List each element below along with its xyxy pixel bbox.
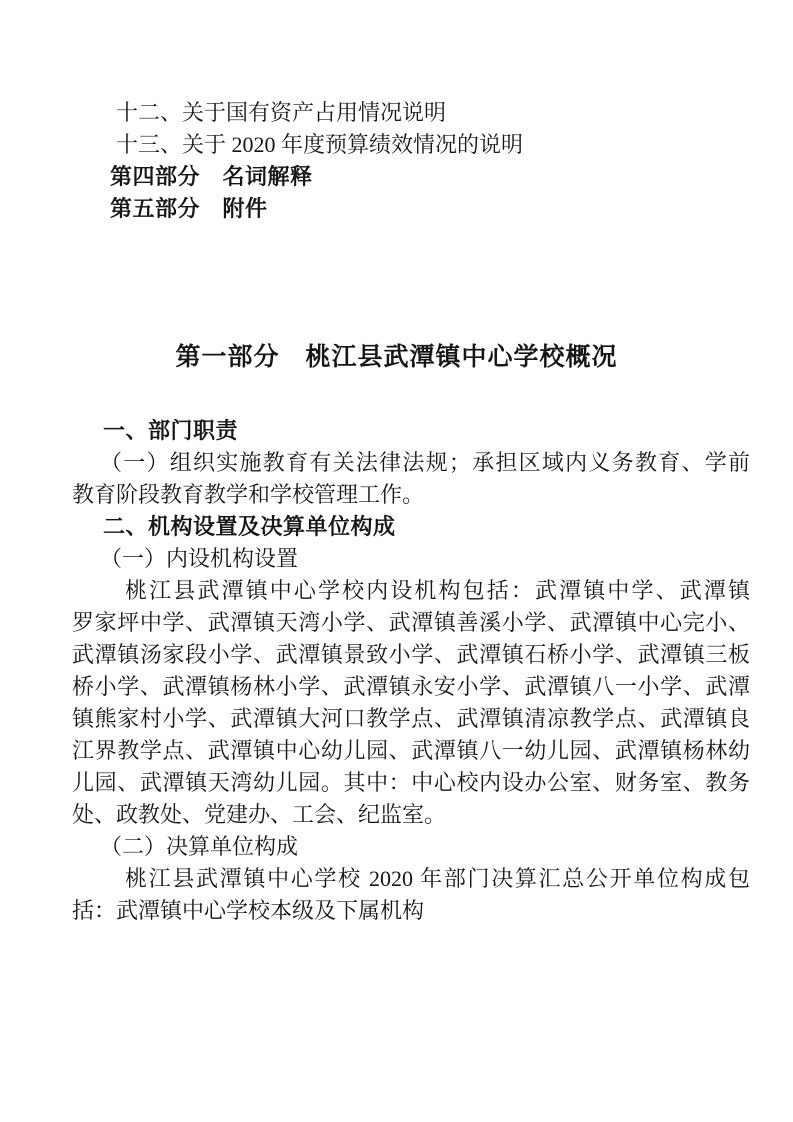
paragraph-line: 江界教学点、武潭镇中心幼儿园、武潭镇八一幼儿园、武潭镇杨林幼 <box>72 738 750 763</box>
document-body <box>72 415 750 927</box>
toc-part-heading: 第五部分 附件 <box>110 196 268 221</box>
section-title: 第一部分 桃江县武潭镇中心学校概况 <box>175 343 618 371</box>
paragraph-line: （一）组织实施教育有关法律法规；承担区域内义务教育、学前 <box>100 450 750 475</box>
sub-heading: （一）内设机构设置 <box>100 546 299 571</box>
toc-item: 十三、关于 2020 年度预算绩效情况的说明 <box>116 132 524 157</box>
paragraph-line: 镇熊家村小学、武潭镇大河口教学点、武潭镇清凉教学点、武潭镇良 <box>72 706 750 731</box>
toc-part-heading: 第四部分 名词解释 <box>110 164 313 189</box>
paragraph-line: 桥小学、武潭镇杨林小学、武潭镇永安小学、武潭镇八一小学、武潭 <box>72 674 750 699</box>
sub-heading: （二）决算单位构成 <box>100 834 299 859</box>
paragraph-line: 罗家坪中学、武潭镇天湾小学、武潭镇善溪小学、武潭镇中心完小、 <box>72 610 750 635</box>
paragraph-line: 处、政教处、党建办、工会、纪监室。 <box>72 802 447 827</box>
paragraph-line: 桃江县武潭镇中心学校内设机构包括：武潭镇中学、武潭镇 <box>125 578 750 603</box>
paragraph-line: 括：武潭镇中心学校本级及下属机构 <box>72 898 425 923</box>
paragraph-line: 儿园、武潭镇天湾幼儿园。其中：中心校内设办公室、财务室、教务 <box>72 770 750 795</box>
paragraph-line: 教育阶段教育教学和学校管理工作。 <box>72 482 425 507</box>
body-heading: 二、机构设置及决算单位构成 <box>103 514 396 539</box>
paragraph-line: 武潭镇汤家段小学、武潭镇景致小学、武潭镇石桥小学、武潭镇三板 <box>72 642 750 667</box>
table-of-contents <box>72 97 750 225</box>
paragraph-line: 桃江县武潭镇中心学校 2020 年部门决算汇总公开单位构成包 <box>125 866 750 891</box>
toc-item: 十二、关于国有资产占用情况说明 <box>116 100 447 125</box>
body-heading: 一、部门职责 <box>103 418 239 443</box>
